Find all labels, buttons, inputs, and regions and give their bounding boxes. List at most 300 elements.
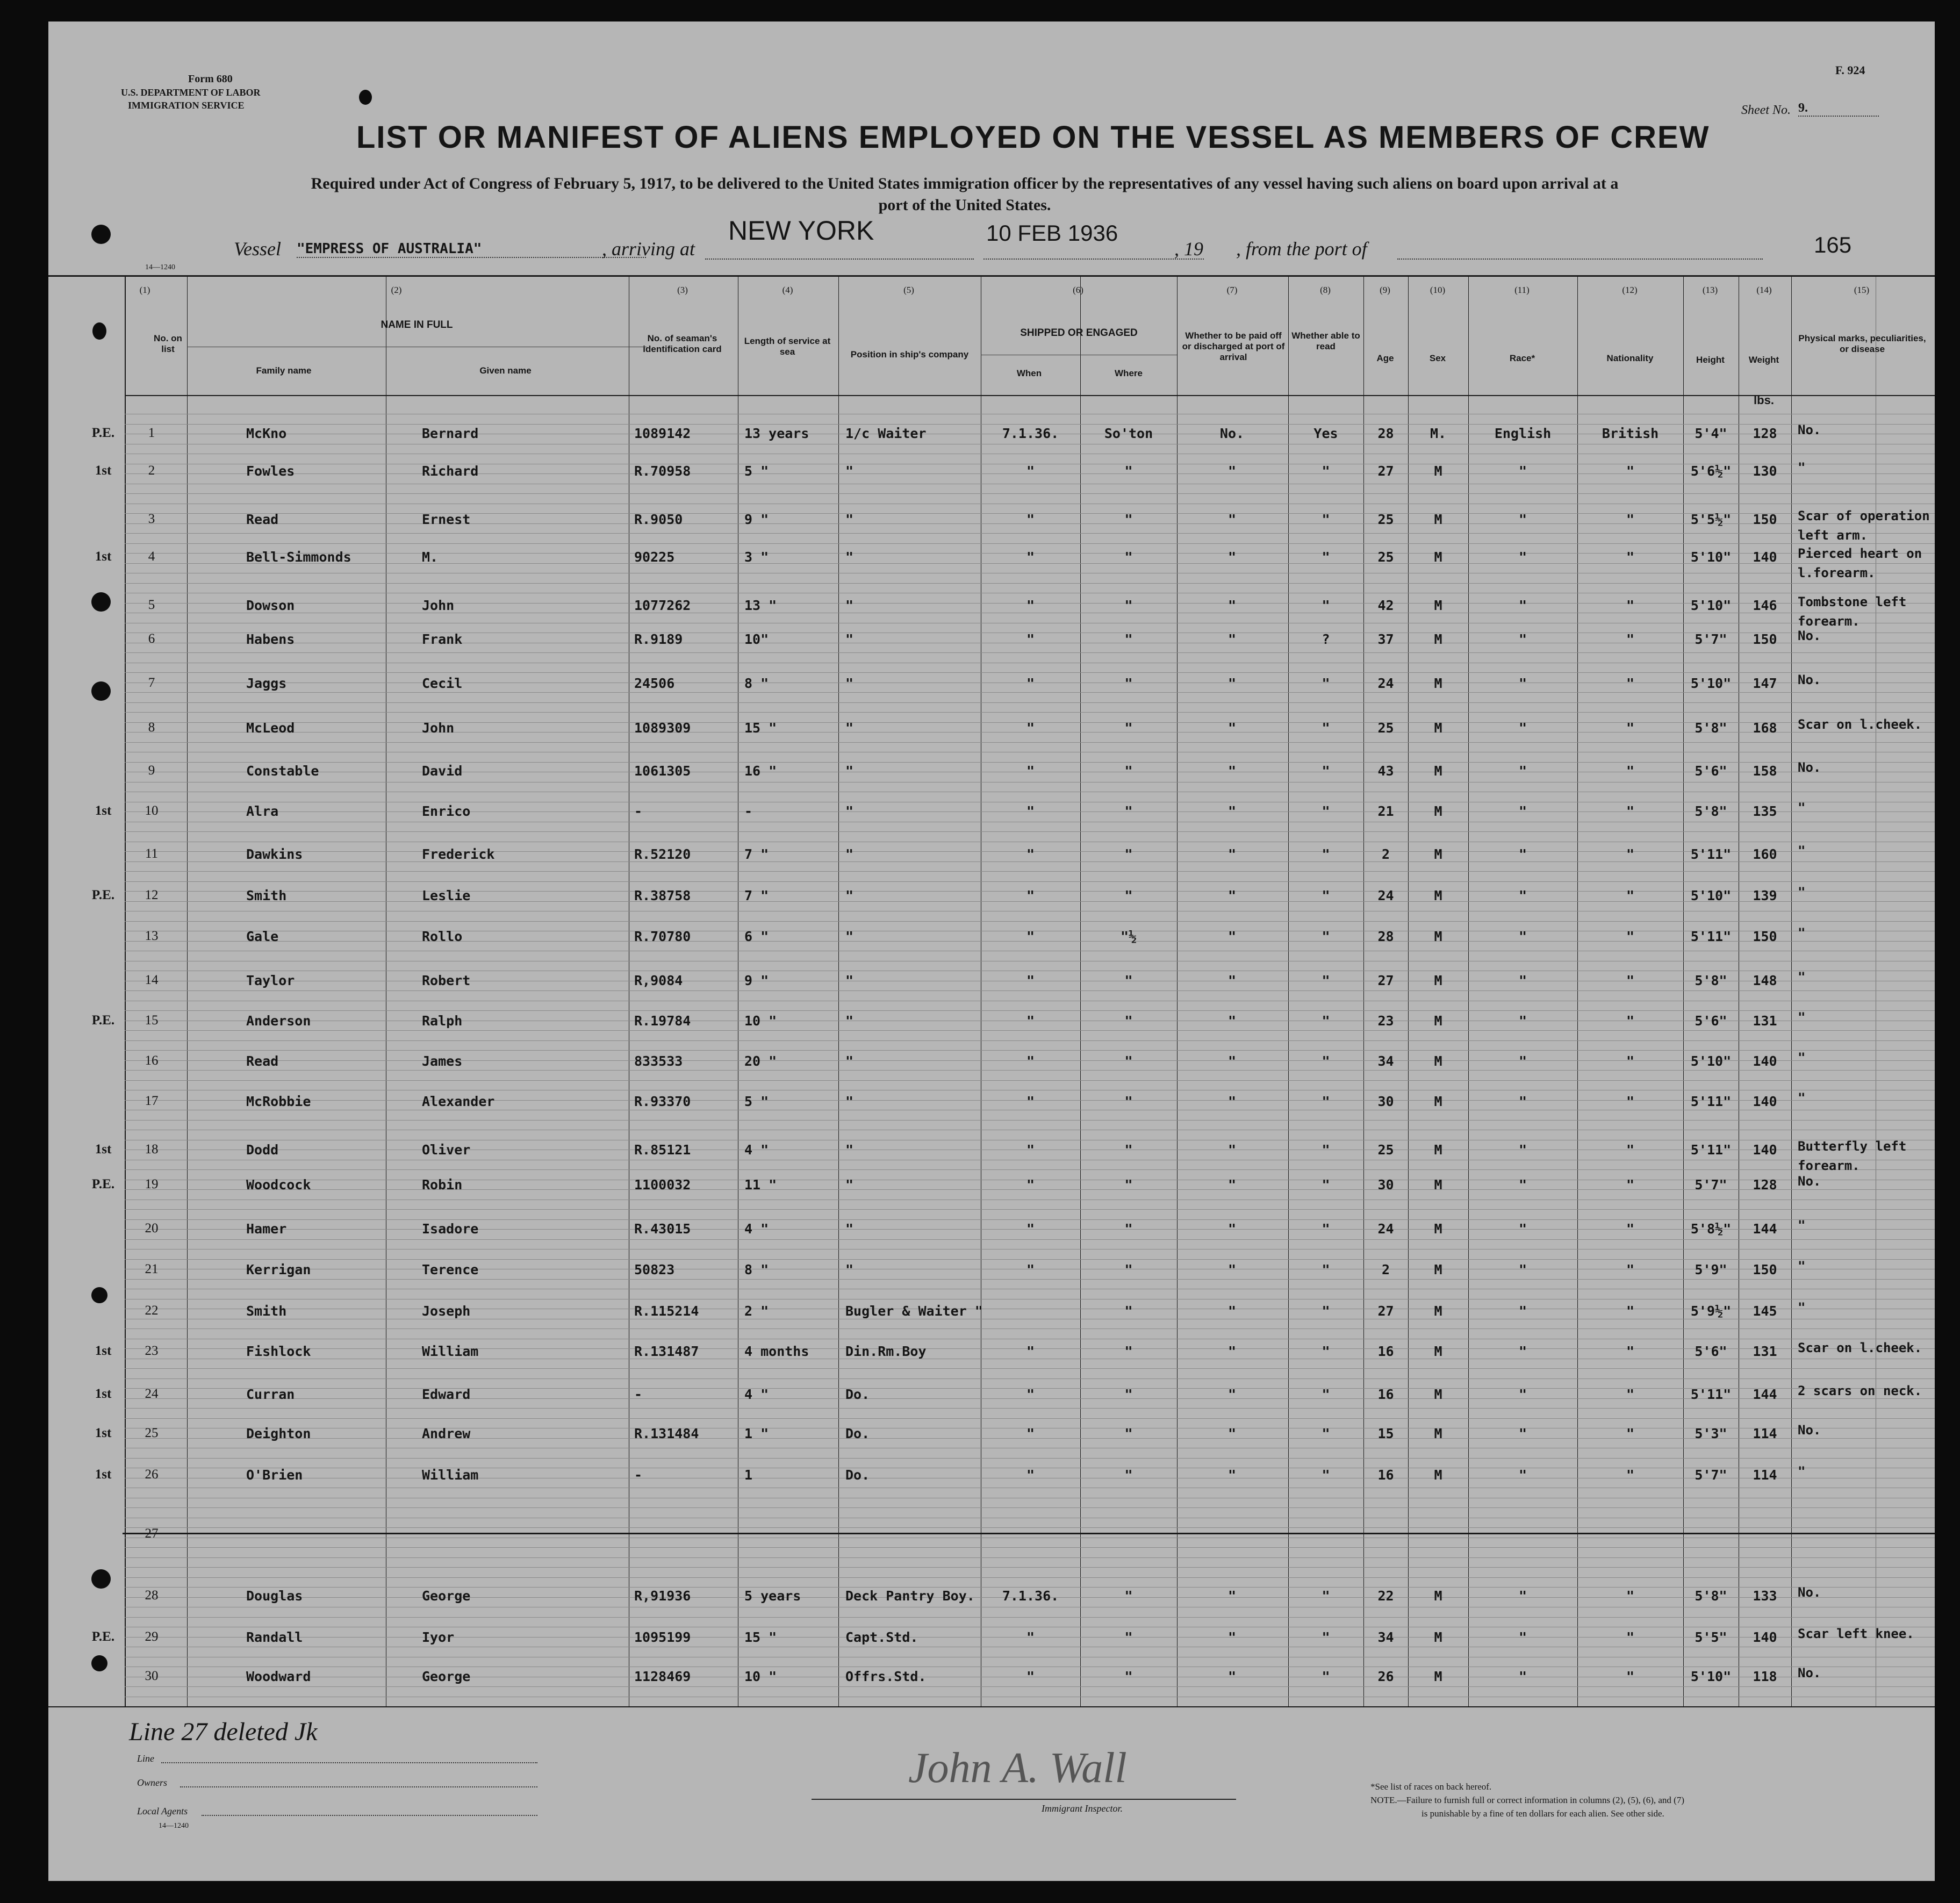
ruled-line xyxy=(125,1070,1935,1071)
cell-race: " xyxy=(1518,720,1527,736)
cell-service: 11 " xyxy=(744,1177,777,1193)
header-weight: Weight xyxy=(1748,355,1779,365)
cell-age: 25 xyxy=(1377,720,1394,736)
cell-read: ? xyxy=(1322,631,1330,647)
cell-nat: " xyxy=(1626,1426,1635,1441)
cell-where: " xyxy=(1124,846,1133,862)
cell-id: R.70958 xyxy=(634,463,691,479)
cell-when: " xyxy=(1026,1467,1035,1483)
cell-race: " xyxy=(1518,676,1527,691)
cell-position: " xyxy=(845,720,854,736)
cell-when: " xyxy=(1026,1426,1035,1441)
cell-height: 5'7" xyxy=(1695,1467,1727,1483)
cell-age: 43 xyxy=(1377,763,1394,779)
cell-paid: " xyxy=(1227,763,1237,779)
cell-age: 42 xyxy=(1377,598,1394,613)
cell-read: " xyxy=(1322,1303,1330,1319)
cell-id: R.131487 xyxy=(634,1344,699,1359)
cell-sex: M xyxy=(1434,1177,1442,1193)
ruled-line xyxy=(125,1408,1935,1409)
cell-service: 8 " xyxy=(744,1262,769,1277)
header-name-in-full: NAME IN FULL xyxy=(380,319,453,331)
cell-service: 4 " xyxy=(744,1387,769,1402)
cell-marks: No. xyxy=(1798,1665,1821,1681)
cell-given: Alexander xyxy=(422,1094,495,1109)
cell-where: " xyxy=(1124,676,1133,691)
punch-hole xyxy=(92,322,106,340)
cell-marks: No. xyxy=(1798,1423,1821,1438)
cell-service: 10" xyxy=(744,631,769,647)
cell-no: 13 xyxy=(145,929,159,943)
cell-no: 17 xyxy=(145,1094,159,1108)
cell-height: 5'6" xyxy=(1695,1013,1727,1029)
cell-family: Habens xyxy=(246,631,295,647)
cell-paid: " xyxy=(1227,929,1237,944)
ruled-line xyxy=(125,702,1935,703)
cell-age: 2 xyxy=(1381,1262,1390,1277)
cell-nat: " xyxy=(1626,720,1635,736)
cell-id: R,9084 xyxy=(634,973,683,988)
header-shipped-engaged: SHIPPED OR ENGAGED xyxy=(1020,327,1138,339)
cell-id: R,91936 xyxy=(634,1588,691,1604)
cell-when: " xyxy=(1026,888,1035,903)
ruled-line xyxy=(125,1527,1935,1528)
cell-marks: " xyxy=(1798,460,1806,475)
cell-given: Isadore xyxy=(422,1221,479,1237)
ruled-line xyxy=(125,1617,1935,1618)
cell-paid: " xyxy=(1227,846,1237,862)
cell-height: 5'8½" xyxy=(1690,1221,1732,1237)
col-num-3: (3) xyxy=(677,285,688,295)
cell-given: George xyxy=(422,1669,471,1684)
cell-nat: " xyxy=(1626,1177,1635,1193)
cell-weight: 139 xyxy=(1753,888,1777,903)
cell-mark: 1st xyxy=(95,549,112,564)
cell-given: Edward xyxy=(422,1387,471,1402)
punch-hole xyxy=(91,225,111,244)
cell-sex: M xyxy=(1434,1262,1442,1277)
cell-id: R.19784 xyxy=(634,1013,691,1029)
cell-height: 5'7" xyxy=(1695,631,1727,647)
cell-paid: " xyxy=(1227,1177,1237,1193)
cell-no: 10 xyxy=(145,803,159,818)
cell-family: Dodd xyxy=(246,1142,279,1158)
cell-read: " xyxy=(1322,1221,1330,1237)
cell-nat: " xyxy=(1626,1467,1635,1483)
form-code-top: 14—1240 xyxy=(145,263,175,271)
cell-where: " xyxy=(1124,1013,1133,1029)
cell-nat: " xyxy=(1626,512,1635,527)
cell-race: " xyxy=(1518,1053,1527,1069)
cell-height: 5'9" xyxy=(1695,1262,1727,1277)
cell-paid: " xyxy=(1227,1094,1237,1109)
cell-height: 5'3" xyxy=(1695,1426,1727,1441)
cell-race: " xyxy=(1518,973,1527,988)
cell-mark: 1st xyxy=(95,1387,112,1401)
cell-no: 26 xyxy=(145,1467,159,1482)
cell-weight: 148 xyxy=(1753,973,1777,988)
cell-race: " xyxy=(1518,1262,1527,1277)
cell-id: R.9050 xyxy=(634,512,683,527)
column-divider xyxy=(1080,277,1081,1706)
cell-service: 5 " xyxy=(744,1094,769,1109)
cell-service: 2 " xyxy=(744,1303,769,1319)
cell-service: 5 years xyxy=(744,1588,801,1604)
ruled-line xyxy=(125,1239,1935,1240)
ruled-line xyxy=(125,1418,1935,1419)
cell-when: " xyxy=(1026,598,1035,613)
column-divider xyxy=(1468,277,1469,1706)
cell-where: " xyxy=(1124,1262,1133,1277)
cell-marks: Scar left knee. xyxy=(1798,1626,1914,1641)
cell-where: " xyxy=(1124,763,1133,779)
cell-paid: " xyxy=(1227,1303,1237,1319)
cell-height: 5'11" xyxy=(1690,1387,1732,1402)
cell-paid: " xyxy=(1227,1467,1237,1483)
cell-no: 24 xyxy=(145,1387,159,1401)
cell-sex: M xyxy=(1434,1344,1442,1359)
cell-where: " xyxy=(1124,1221,1133,1237)
cell-read: " xyxy=(1322,803,1330,819)
cell-paid: " xyxy=(1227,676,1237,691)
cell-given: Ralph xyxy=(422,1013,463,1029)
cell-mark: P.E. xyxy=(91,888,115,902)
cell-id: R.43015 xyxy=(634,1221,691,1237)
cell-service: 13 " xyxy=(744,598,777,613)
header-length-service: Length of service at sea xyxy=(744,336,831,357)
cell-marks: Scar on l.cheek. xyxy=(1798,1340,1922,1355)
cell-when: " xyxy=(1026,1629,1035,1645)
cell-height: 5'7" xyxy=(1695,1177,1727,1193)
cell-weight: 133 xyxy=(1753,1588,1777,1604)
cell-when: " xyxy=(1026,676,1035,691)
punch-hole xyxy=(91,1569,111,1589)
col-num-9: (9) xyxy=(1380,285,1390,295)
cell-no: 16 xyxy=(145,1053,159,1068)
cell-sex: M xyxy=(1434,846,1442,862)
cell-family: Hamer xyxy=(246,1221,287,1237)
cell-height: 5'6½" xyxy=(1690,463,1732,479)
service-label: IMMIGRATION SERVICE xyxy=(128,100,245,111)
col-num-11: (11) xyxy=(1514,285,1530,295)
cell-position: " xyxy=(845,1177,854,1193)
header-bottom-border xyxy=(125,395,1935,396)
cell-nat: " xyxy=(1626,1262,1635,1277)
cell-family: Bell-Simmonds xyxy=(246,549,351,565)
cell-weight: 147 xyxy=(1753,676,1777,691)
cell-age: 24 xyxy=(1377,1221,1394,1237)
cell-sex: M xyxy=(1434,1426,1442,1441)
cell-race: " xyxy=(1518,631,1527,647)
cell-service: 10 " xyxy=(744,1013,777,1029)
cell-height: 5'11" xyxy=(1690,929,1732,944)
cell-where: " xyxy=(1124,598,1133,613)
cell-sex: M xyxy=(1434,512,1442,527)
cell-mark: P.E. xyxy=(91,1177,115,1191)
cell-age: 24 xyxy=(1377,888,1394,903)
column-divider xyxy=(1288,277,1289,1706)
cell-id: 1128469 xyxy=(634,1669,691,1684)
cell-read: " xyxy=(1322,1262,1330,1277)
cell-given: George xyxy=(422,1588,471,1604)
ruled-line xyxy=(125,1040,1935,1041)
ruled-line xyxy=(125,692,1935,693)
cell-paid: " xyxy=(1227,1142,1237,1158)
cell-nat: " xyxy=(1626,549,1635,565)
page-number: 165 xyxy=(1814,232,1852,257)
cell-paid: No. xyxy=(1219,426,1245,441)
ruled-line xyxy=(125,533,1935,534)
cell-id: - xyxy=(634,803,643,819)
cell-marks: Scar of operation left arm. xyxy=(1798,508,1930,543)
header-age: Age xyxy=(1376,353,1394,363)
header-paid-off: Whether to be paid off or discharged at port of arrival xyxy=(1182,331,1285,362)
cell-nat: " xyxy=(1626,1142,1635,1158)
cell-nat: " xyxy=(1626,1303,1635,1319)
cell-nat: " xyxy=(1626,1221,1635,1237)
cell-read: " xyxy=(1322,549,1330,565)
cell-family: Kerrigan xyxy=(246,1262,311,1277)
ruled-line xyxy=(125,871,1935,872)
cell-id: 1089309 xyxy=(634,720,691,736)
cell-family: Smith xyxy=(246,888,287,903)
cell-when: " xyxy=(1026,1669,1035,1684)
cell-when: " xyxy=(1026,803,1035,819)
cell-given: Ernest xyxy=(422,512,471,527)
cell-when: " xyxy=(1026,1262,1035,1277)
cell-marks: " xyxy=(1798,885,1806,900)
cell-race: " xyxy=(1518,1303,1527,1319)
ruled-line xyxy=(125,1557,1935,1558)
cell-age: 27 xyxy=(1377,1303,1394,1319)
cell-id: 833533 xyxy=(634,1053,683,1069)
ruled-line xyxy=(125,712,1935,713)
cell-sex: M xyxy=(1434,803,1442,819)
cell-weight: 135 xyxy=(1753,803,1777,819)
cell-weight: 128 xyxy=(1753,426,1777,441)
cell-given: Frank xyxy=(422,631,463,647)
cell-height: 5'10" xyxy=(1690,598,1732,613)
cell-no: 21 xyxy=(145,1262,159,1276)
cell-height: 5'8" xyxy=(1695,803,1727,819)
cell-read: " xyxy=(1322,846,1330,862)
cell-paid: " xyxy=(1227,1013,1237,1029)
cell-weight: 140 xyxy=(1753,1142,1777,1158)
cell-age: 27 xyxy=(1377,463,1394,479)
cell-id: R.9189 xyxy=(634,631,683,647)
cell-nat: " xyxy=(1626,463,1635,479)
cell-sex: M xyxy=(1434,1588,1442,1604)
ruled-line xyxy=(125,831,1935,832)
punch-hole xyxy=(91,1287,107,1303)
cell-age: 34 xyxy=(1377,1629,1394,1645)
cell-weight: 150 xyxy=(1753,512,1777,527)
subtitle-line2: port of the United States. xyxy=(878,196,1051,214)
cell-where: " xyxy=(1124,1387,1133,1402)
cell-id: - xyxy=(634,1387,643,1402)
cell-when: " xyxy=(1026,1344,1035,1359)
cell-given: Joseph xyxy=(422,1303,471,1319)
ruled-line xyxy=(125,1120,1935,1121)
cell-when: " xyxy=(1026,1221,1035,1237)
ruled-line xyxy=(125,1050,1935,1051)
cell-sex: M xyxy=(1434,720,1442,736)
cell-paid: " xyxy=(1227,1629,1237,1645)
ruled-line xyxy=(125,1219,1935,1220)
cell-race: English xyxy=(1494,426,1552,441)
arriving-port: NEW YORK xyxy=(728,216,874,246)
cell-family: Read xyxy=(246,1053,279,1069)
cell-paid: " xyxy=(1227,1053,1237,1069)
cell-given: Cecil xyxy=(422,676,463,691)
cell-sex: M xyxy=(1434,1221,1442,1237)
cell-given: James xyxy=(422,1053,463,1069)
date-underline xyxy=(983,258,1204,260)
cell-given: John xyxy=(422,720,455,736)
header-position: Position in ship's company xyxy=(850,349,969,360)
cell-sex: M xyxy=(1434,929,1442,944)
cell-family: Dowson xyxy=(246,598,295,613)
cell-race: " xyxy=(1518,1467,1527,1483)
ruled-line xyxy=(125,1458,1935,1459)
cell-read: " xyxy=(1322,1467,1330,1483)
cell-where: " xyxy=(1124,803,1133,819)
header-family-name: Family name xyxy=(256,365,312,376)
header-lbs: lbs. xyxy=(1754,393,1774,407)
cell-service: 1 " xyxy=(744,1426,769,1441)
cell-nat: " xyxy=(1626,1629,1635,1645)
cell-sex: M xyxy=(1434,973,1442,988)
cell-read: " xyxy=(1322,1629,1330,1645)
cell-when: " xyxy=(1026,1013,1035,1029)
form-code-bottom: 14—1240 xyxy=(159,1822,189,1830)
failure-note-1: NOTE.—Failure to furnish full or correct information in columns (2), (5), (6), and (7) xyxy=(1370,1795,1684,1805)
table-top-border xyxy=(48,275,1935,277)
cell-race: " xyxy=(1518,888,1527,903)
cell-nat: " xyxy=(1626,929,1635,944)
cell-race: " xyxy=(1518,1588,1527,1604)
cell-nat: " xyxy=(1626,803,1635,819)
arriving-label: , arriving at xyxy=(602,238,695,260)
cell-read: " xyxy=(1322,463,1330,479)
cell-nat: " xyxy=(1626,846,1635,862)
punch-hole xyxy=(91,1655,107,1671)
cell-id: R.93370 xyxy=(634,1094,691,1109)
from-port-label: , from the port of xyxy=(1236,238,1367,260)
cell-service: 7 " xyxy=(744,888,769,903)
cell-height: 5'8" xyxy=(1695,720,1727,736)
cell-race: " xyxy=(1518,512,1527,527)
col-num-5: (5) xyxy=(903,285,914,295)
cell-id: 1061305 xyxy=(634,763,691,779)
cell-no: 12 xyxy=(145,888,159,902)
cell-nat: " xyxy=(1626,631,1635,647)
cell-nat: " xyxy=(1626,1053,1635,1069)
inspector-label: Immigrant Inspector. xyxy=(1042,1803,1123,1814)
cell-family: Taylor xyxy=(246,973,295,988)
cell-paid: " xyxy=(1227,1588,1237,1604)
cell-when: 7.1.36. xyxy=(1002,1588,1059,1604)
cell-age: 25 xyxy=(1377,512,1394,527)
cell-family: Fowles xyxy=(246,463,295,479)
cell-marks: " xyxy=(1798,1218,1806,1233)
cell-position: " xyxy=(845,1094,854,1109)
cell-weight: 140 xyxy=(1753,1629,1777,1645)
cell-age: 16 xyxy=(1377,1467,1394,1483)
cell-position: " xyxy=(845,598,854,613)
page-title: LIST OR MANIFEST OF ALIENS EMPLOYED ON THE VESSEL AS MEMBERS OF CREW xyxy=(356,120,1710,155)
cell-marks: " xyxy=(1798,1090,1806,1105)
cell-service: 4 " xyxy=(744,1221,769,1237)
cell-no: 7 xyxy=(148,676,155,690)
cell-when: " xyxy=(1026,512,1035,527)
cell-marks: " xyxy=(1798,1259,1806,1274)
cell-weight: 158 xyxy=(1753,763,1777,779)
cell-read: " xyxy=(1322,720,1330,736)
ruled-line xyxy=(125,672,1935,673)
cell-race: " xyxy=(1518,846,1527,862)
line-label: Line xyxy=(137,1753,155,1764)
cell-weight: 140 xyxy=(1753,1094,1777,1109)
ruled-line xyxy=(125,1547,1935,1548)
cell-nat: " xyxy=(1626,973,1635,988)
cell-marks: No. xyxy=(1798,422,1821,437)
cell-age: 28 xyxy=(1377,929,1394,944)
cell-given: Iyor xyxy=(422,1629,455,1645)
cell-no: 11 xyxy=(145,846,159,861)
cell-when: " xyxy=(1026,1142,1035,1158)
cell-mark: 1st xyxy=(95,803,112,818)
cell-family: McLeod xyxy=(246,720,295,736)
cell-paid: " xyxy=(1227,888,1237,903)
cell-race: " xyxy=(1518,549,1527,565)
year-label: , 19 xyxy=(1174,238,1203,260)
cell-id: R.70780 xyxy=(634,929,691,944)
cell-service: 3 " xyxy=(744,549,769,565)
cell-read: " xyxy=(1322,1426,1330,1441)
header-where: Where xyxy=(1115,368,1143,378)
cell-position: Capt.Std. xyxy=(845,1629,918,1645)
cell-service: 8 " xyxy=(744,676,769,691)
header-race: Race* xyxy=(1509,353,1535,363)
cell-age: 25 xyxy=(1377,549,1394,565)
cell-service: 4 " xyxy=(744,1142,769,1158)
cell-when: " xyxy=(1026,763,1035,779)
ruled-line xyxy=(125,1328,1935,1329)
cell-paid: " xyxy=(1227,463,1237,479)
cell-marks: 2 scars on neck. xyxy=(1798,1383,1922,1398)
column-divider xyxy=(187,277,188,1706)
cell-no: 18 xyxy=(145,1142,159,1157)
cell-family: Alra xyxy=(246,803,279,819)
cell-position: " xyxy=(845,676,854,691)
cell-no: 23 xyxy=(145,1344,159,1358)
cell-when: " xyxy=(1026,846,1035,862)
cell-race: " xyxy=(1518,1013,1527,1029)
cell-marks: Scar on l.cheek. xyxy=(1798,717,1922,732)
cell-paid: " xyxy=(1227,549,1237,565)
cell-id: R.115214 xyxy=(634,1303,699,1319)
ruled-line xyxy=(125,1080,1935,1081)
cell-read: " xyxy=(1322,1588,1330,1604)
cell-when: 7.1.36. xyxy=(1002,426,1059,441)
cell-paid: " xyxy=(1227,1387,1237,1402)
cell-where: " xyxy=(1124,720,1133,736)
cell-family: Read xyxy=(246,512,279,527)
cell-age: 16 xyxy=(1377,1387,1394,1402)
column-divider xyxy=(1177,277,1178,1706)
deletion-note: Line 27 deleted Jk xyxy=(129,1718,318,1746)
